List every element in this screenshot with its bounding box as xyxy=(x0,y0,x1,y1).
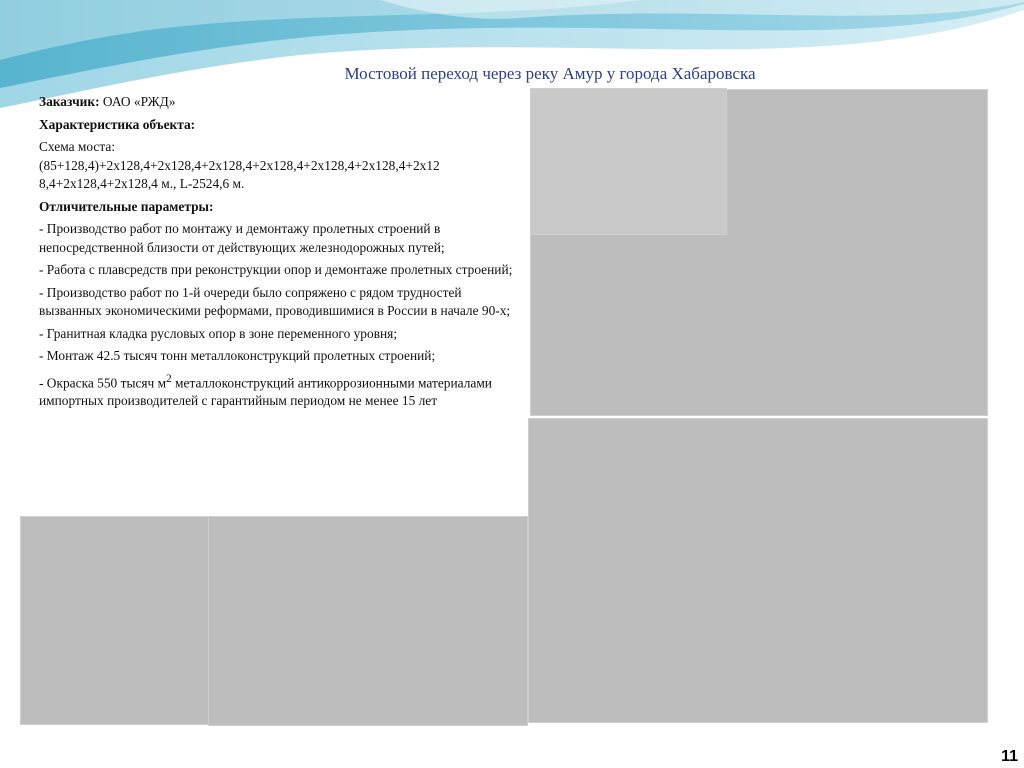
customer-value: ОАО «РЖД» xyxy=(99,94,176,109)
param-item: - Монтаж 42.5 тысяч тонн металлоконструкций пролетных строений; xyxy=(39,348,436,363)
photo-arch-on-barges xyxy=(208,516,528,726)
scheme-value-line2: 8,4+2х128,4+2х128,4 м., L-2524,6 м. xyxy=(39,176,245,191)
bridge-scheme xyxy=(39,138,513,194)
params-heading: Отличительные параметры: xyxy=(39,198,214,214)
description-text-block xyxy=(39,93,513,415)
photo-arch-closeup xyxy=(20,516,210,725)
characteristics-heading: Характеристика объекта: xyxy=(39,116,196,132)
customer-line xyxy=(39,93,513,112)
last-param-prefix: - Окраска 550 тысяч м xyxy=(39,374,167,390)
customer-label: Заказчик: xyxy=(39,94,100,109)
param-item: - Работа с плавсредств при реконструкции опор и демонтаже пролетных строений; xyxy=(39,262,513,277)
photo-arch-span-on-supports-front xyxy=(530,88,727,235)
param-item: - Производство работ по монтажу и демонтажу пролетных строений в непосредственной близости от действующих железнодорожных путей; xyxy=(39,221,445,255)
slide-title: Мостовой переход через реку Амур у города Хабаровска xyxy=(344,64,756,83)
param-item: - Производство работ по 1-й очереди было сопряжено с рядом трудностей вызванных экономическими реформами, проводившимися в России в начале 90-х; xyxy=(39,284,511,318)
param-item-painting xyxy=(39,370,513,411)
scheme-value-line1: (85+128,4)+2х128,4+2х128,4+2х128,4+2х128,4+2х128,4+2х128,4+2х12 xyxy=(39,157,440,173)
last-param-suffix: металлоконструкций антикоррозионными материалами импортных производителей с гарантийным периодом не менее 15 лет xyxy=(39,374,492,409)
param-item: - Гранитная кладка русловых опор в зоне переменного уровня; xyxy=(39,325,398,341)
scheme-label: Схема моста: xyxy=(39,139,116,154)
page-number: 11 xyxy=(1001,748,1018,765)
last-param-sup: 2 xyxy=(166,372,172,385)
photo-bridge-over-river xyxy=(528,418,988,723)
